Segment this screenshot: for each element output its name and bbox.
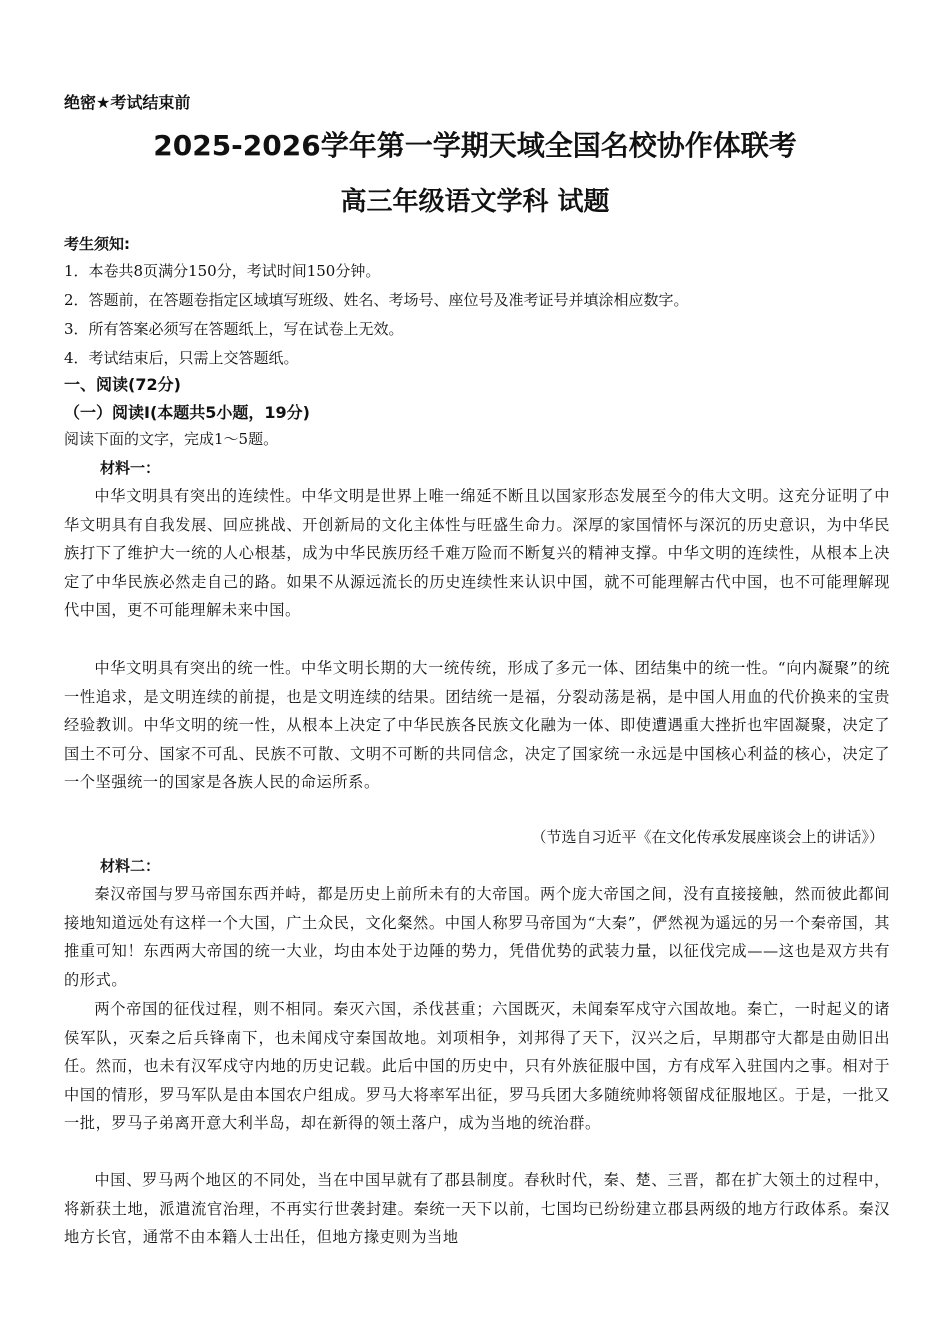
section-instruction: 阅读下面的文字，完成1～5题。: [64, 430, 279, 448]
material2-paragraph: 两个帝国的征伐过程，则不相同。秦灭六国，杀伐甚重；六国既灭，未闻秦军戍守六国故地。秦亡，一时起义的诸侯军队，灭秦之后兵锋南下，也未闻戍守秦国故地。刘项相争，刘邦得了天下，汉兴之后，早期郡守大都是由勋旧出任。然而，也未有汉军戍守内地的历史记载。此后中国的历史中，只有外族征服中国，方有戍军入驻国内之事。相对于中国的情形，罗马军队是由本国农户组成。罗马大将率军出征，罗马兵团大多随统帅将领留戍征服地区。于是，一批又一批，罗马子弟离开意大利半岛，却在新得的领土落户，成为当地的统治群。: [64, 1000, 890, 1133]
exam-subtitle: 高三年级语文学科 试题: [340, 187, 610, 217]
notice-item: 2．答题前，在答题卷指定区域填写班级、姓名、考场号、座位号及准考证号并填涂相应数字。: [64, 291, 689, 309]
material2-paragraph: 秦汉帝国与罗马帝国东西并峙，都是历史上前所未有的大帝国。两个庞大帝国之间，没有直接接触，然而彼此都间接地知道远处有这样一个大国，广土众民，文化粲然。中国人称罗马帝国为“大秦”，俨然视为遥远的另一个秦帝国，其推重可知！东西两大帝国的统一大业，均由本处于边陲的势力，凭借优势的武装力量，以征伐完成——这也是双方共有的形式。: [64, 885, 890, 989]
material1-paragraph: 中华文明具有突出的连续性。中华文明是世界上唯一绵延不断且以国家形态发展至今的伟大文明。这充分证明了中华文明具有自我发展、回应挑战、开创新局的文化主体性与旺盛生命力。深厚的家国情怀与深沉的历史意识，为中华民族打下了维护大一统的人心根基，成为中华民族历经千难万险而不断复兴的精神支撑。中华文明的连续性，从根本上决定了中华民族必然走自己的路。如果不从源远流长的历史连续性来认识中国，就不可能理解古代中国，也不可能理解现代中国，更不可能理解未来中国。: [64, 487, 890, 620]
material2-paragraph: 中国、罗马两个地区的不同处，当在中国早就有了郡县制度。春秋时代，秦、楚、三晋，都在扩大领土的过程中，将新获土地，派遣流官治理，不再实行世袭封建。秦统一天下以前，七国均已纷纷建立郡县两级的地方行政体系。秦汉地方长官，通常不由本籍人士出任，但地方掾吏则为当地: [64, 1171, 890, 1247]
section-subtitle: （一）阅读Ⅰ(本题共5小题，19分): [64, 403, 310, 422]
notice-heading: 考生须知:: [64, 235, 130, 253]
notice-item: 4．考试结束后，只需上交答题纸。: [64, 349, 299, 367]
confidential-label: 绝密★考试结束前: [64, 93, 191, 112]
material2-heading: 材料二：: [100, 857, 161, 875]
notice-item: 1．本卷共8页满分150分，考试时间150分钟。: [64, 262, 381, 280]
material1-heading: 材料一：: [100, 459, 161, 477]
exam-title: 2025-2026学年第一学期天域全国名校协作体联考: [153, 129, 797, 162]
material1-source: （节选自习近平《在文化传承发展座谈会上的讲话》）: [531, 828, 884, 846]
notice-list: [64, 257, 890, 373]
section-title: 一、阅读(72分): [64, 375, 181, 394]
notice-item: 3．所有答案必须写在答题纸上，写在试卷上无效。: [64, 320, 404, 338]
material1-paragraph: 中华文明具有突出的统一性。中华文明长期的大一统传统，形成了多元一体、团结集中的统一性。“向内凝聚”的统一性追求，是文明连续的前提，也是文明连续的结果。团结统一是福，分裂动荡是祸，是中国人用血的代价换来的宝贵经验教训。中华文明的统一性，从根本上决定了中华民族各民族文化融为一体、即使遭遇重大挫折也牢固凝聚，决定了国土不可分、国家不可乱、民族不可散、文明不可断的共同信念，决定了国家统一永远是中国核心利益的核心，决定了一个坚强统一的国家是各族人民的命运所系。: [64, 659, 890, 792]
